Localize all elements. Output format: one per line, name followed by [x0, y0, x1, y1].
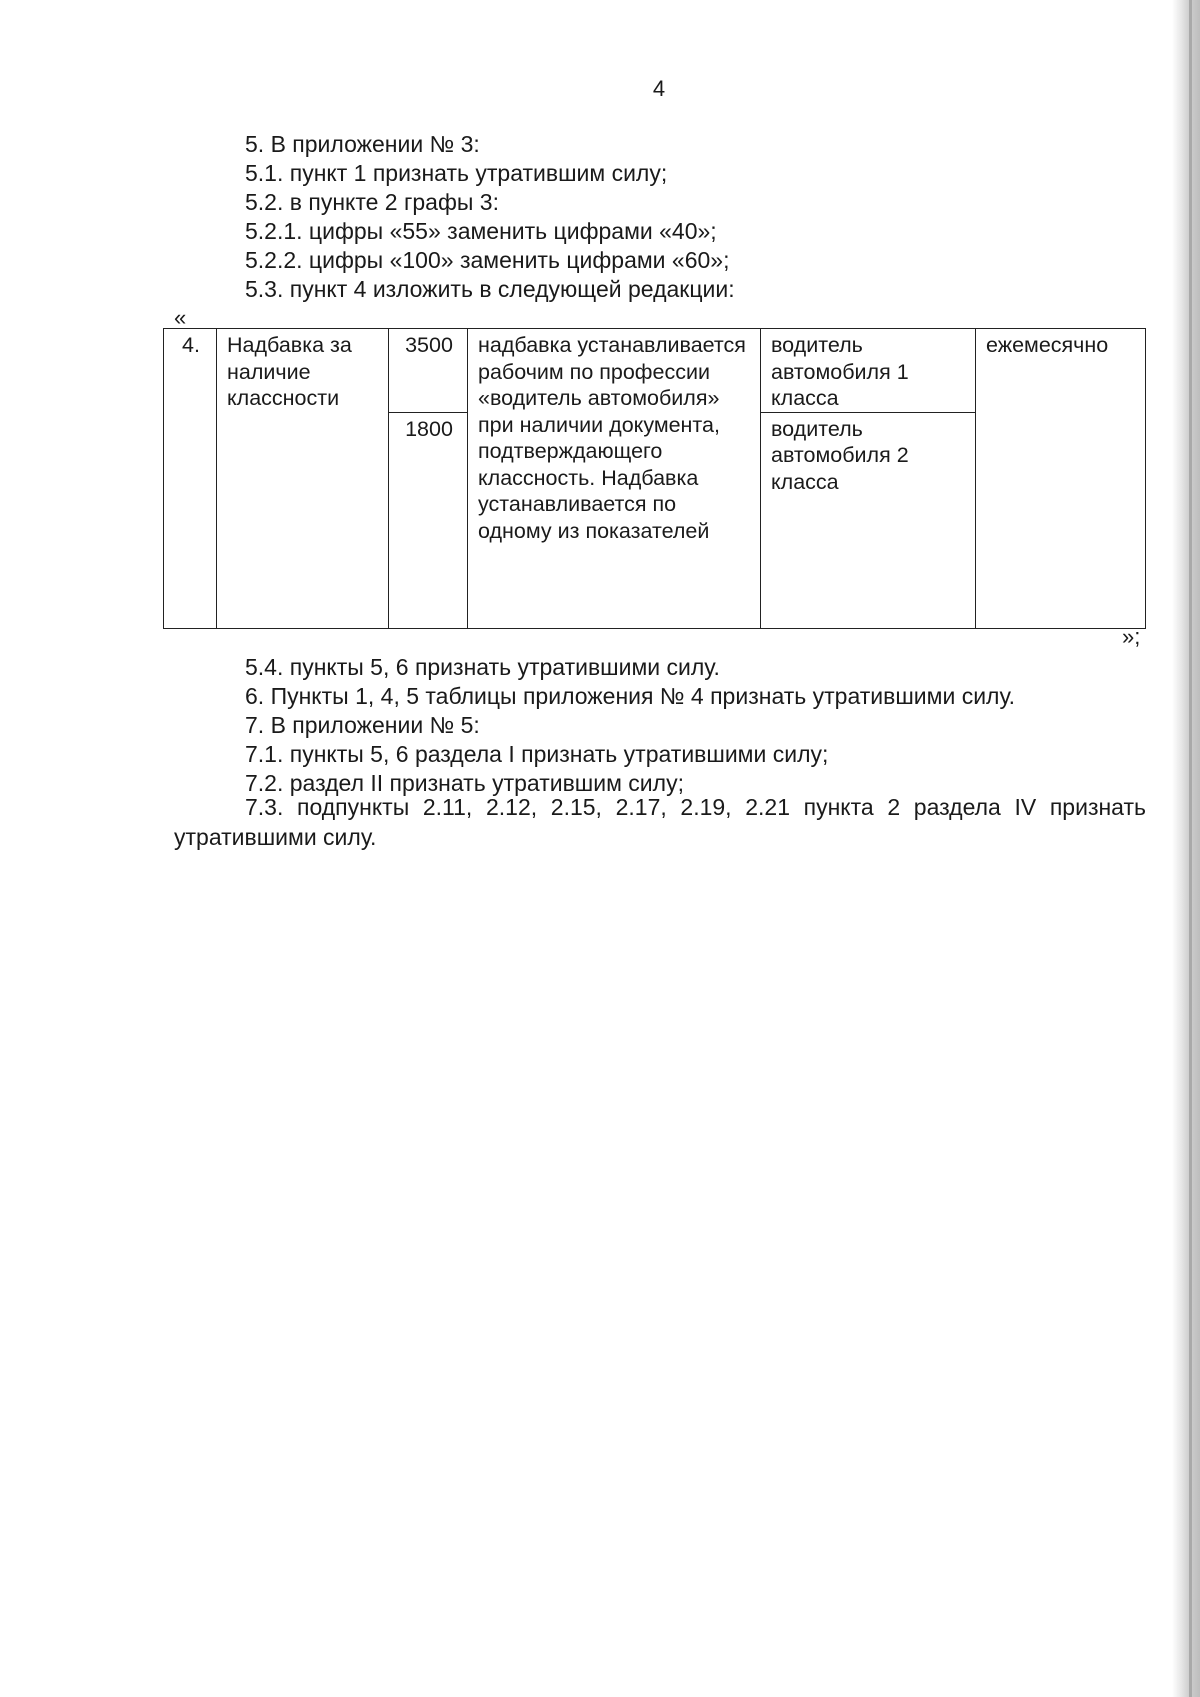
page-number: 4	[652, 76, 666, 101]
amendment-table	[163, 328, 1146, 629]
paragraph-7-3: 7.3. подпункты 2.11, 2.12, 2.15, 2.17, 2.19, 2.21 пункта 2 раздела IV признать утратившими силу.	[174, 794, 1146, 850]
table-cell-amount-class-1: 3500	[389, 329, 468, 413]
table-cell-period: ежемесячно	[976, 329, 1146, 629]
paragraph-7: 7. В приложении № 5:	[245, 712, 480, 738]
paragraph-5-2-1: 5.2.1. цифры «55» заменить цифрами «40»;	[245, 218, 717, 244]
page-edge-line	[1189, 0, 1192, 1697]
paragraph-5-3: 5.3. пункт 4 изложить в следующей редакции:	[245, 276, 735, 302]
paragraph-5-1: 5.1. пункт 1 признать утратившим силу;	[245, 160, 668, 186]
paragraph-5-4: 5.4. пункты 5, 6 признать утратившими силу.	[245, 654, 720, 680]
quote-close: »;	[1122, 624, 1141, 649]
table-cell-amount-class-2: 1800	[389, 412, 468, 628]
paragraph-7-1: 7.1. пункты 5, 6 раздела I признать утратившими силу;	[245, 741, 829, 767]
paragraph-5-2: 5.2. в пункте 2 графы 3:	[245, 189, 499, 215]
page-edge-shadow	[1172, 0, 1200, 1697]
paragraph-5: 5. В приложении № 3:	[245, 131, 480, 157]
table-cell-number: 4.	[164, 329, 217, 629]
table-cell-name: Надбавка за наличие классности	[217, 329, 389, 629]
table-cell-category-class-2: водитель автомобиля 2 класса	[761, 412, 976, 628]
paragraph-5-2-2: 5.2.2. цифры «100» заменить цифрами «60»;	[245, 247, 730, 273]
paragraph-6: 6. Пункты 1, 4, 5 таблицы приложения № 4 признать утратившими силу.	[245, 683, 1016, 709]
quote-open: «	[174, 305, 187, 330]
paragraph-7-2: 7.2. раздел II признать утратившим силу;	[245, 770, 684, 796]
table-cell-category-class-1: водитель автомобиля 1 класса	[761, 329, 976, 413]
table-cell-condition: надбавка устанавливается рабочим по профессии «водитель автомобиля» при наличии документа, подтверждающего классность. Надбавка устанавливается по одному из показателей	[468, 329, 761, 629]
